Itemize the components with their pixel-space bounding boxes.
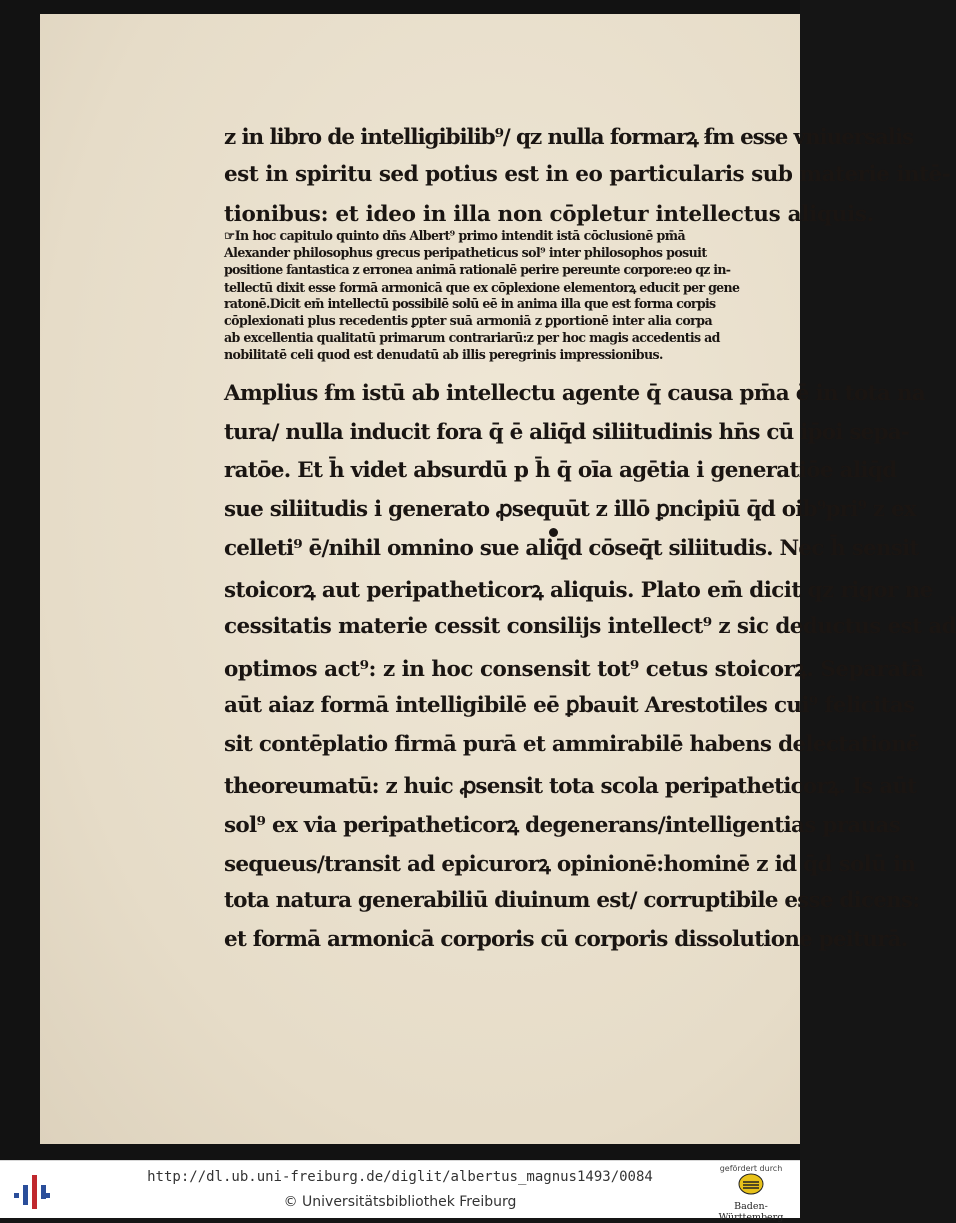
commentary-line: Alexander philosophus grecus peripatheticus sol⁹ inter philosophos posuit xyxy=(224,245,707,260)
text-line: sol⁹ ex via peripatheticorꝝ degenerans/intelligentias prauas xyxy=(224,813,901,838)
commentary-line: nobilitatē celi quod est denudatū ab illis peregrinis impressionibus. xyxy=(224,347,663,362)
text-line: sequeus/transit ad epicurorꝝ opinionē:hominē z id q̄d solū in xyxy=(224,852,916,877)
sponsor-logo xyxy=(706,1164,796,1223)
text-line: sit contēplatio firmā purā et ammirabilē habens delectationē xyxy=(224,732,919,757)
commentary-line: tellectū dixit esse formā armonicā que ex cōplexione elementorꝝ educit per gene xyxy=(224,280,740,295)
text-line: tura/ nulla inducit fora q̄ ē aliq̄d siliitudinis hn̄s cū ip̄oi sepa- xyxy=(224,420,909,445)
sponsor-caption: gefördert durch xyxy=(719,1164,783,1173)
text-line: sue siliitudis i generato ꝓsequūt z illō ꝑncipiū q̄d oib⁹pri⁹ z ex xyxy=(224,497,916,522)
text-line: optimos act⁹: z in hoc consensit tot⁹ cetus stoicorꝝ. Separatā xyxy=(224,657,924,682)
sponsor-name: Baden-Württemberg xyxy=(718,1201,784,1223)
book-page xyxy=(40,14,956,1144)
text-line: est in spiritu sed potius est in eo particularis sub materie intē- xyxy=(224,162,951,187)
commentary-line: ☞In hoc capitulo quinto dn̄s Albert⁹ primo intendit istā cōclusionē pm̄ā xyxy=(224,228,686,243)
commentary-line: ab excellentia qualitatū primarum contrariarū:z per hoc magis accedentis ad xyxy=(224,330,720,345)
text-line: Amplius ẜm istū ab intellectu agente q̄ causa pm̄a ē in tota na xyxy=(224,381,926,406)
text-line: ratōe. Et h̄ videt absurdū p h̄ q̄ oīa agētia i generatiōe aliq̄d xyxy=(224,458,897,483)
text-line: tionibus: et ideo in illa non cōpletur intellectus aliquis. xyxy=(224,202,874,227)
text-line: z in libro de intelligibilib⁹/ qz nulla formarꝝ ẜm esse vniuersalis xyxy=(224,125,913,150)
text-line: tota natura generabiliū diuinum est/ corruptibile esse dicens: xyxy=(224,888,920,913)
baden-wuerttemberg-crest-icon xyxy=(738,1173,764,1195)
text-line: celleti⁹ ē/nihil omnino sue aliq̄d cōseq̄t siliitudis. Nec h̄ sensit xyxy=(224,536,919,561)
footer-bar xyxy=(0,1160,800,1223)
text-line: theoreumatū: z huic ꝓsensit tota scola peripatheticorꝝ. Is aūt xyxy=(224,774,917,799)
commentary-line: cōplexionati plus recedentis ꝑpter suā armoniā z ꝑportionē inter alia corpa xyxy=(224,313,713,328)
text-line: cessitatis materie cessit consilijs intellect⁹ z sic deductus est ad xyxy=(224,614,956,639)
text-line: et formā armonicā corporis cū corporis dissolutione peiturā. xyxy=(224,927,908,952)
commentary-line: ratonē.Dicit em̄ intellectū possibilē solū eē in anima illa que est forma corpis xyxy=(224,296,716,311)
text-line: stoicorꝝ aut peripatheticorꝝ aliquis. Plato em̄ dicit qz rigor ne xyxy=(224,578,933,603)
copyright-notice: © Universitätsbibliothek Freiburg xyxy=(283,1194,517,1210)
permalink-url[interactable]: http://dl.ub.uni-freiburg.de/diglit/albertus_magnus1493/0084 xyxy=(147,1169,653,1185)
commentary-line: positione fantastica z erronea animā rationalē perire pereunte corpore:eo qz in- xyxy=(224,262,731,277)
text-line: aūt aiaz formā intelligibilē eē ꝑbauit Arestotiles cui⁹ felicitas xyxy=(224,693,915,718)
